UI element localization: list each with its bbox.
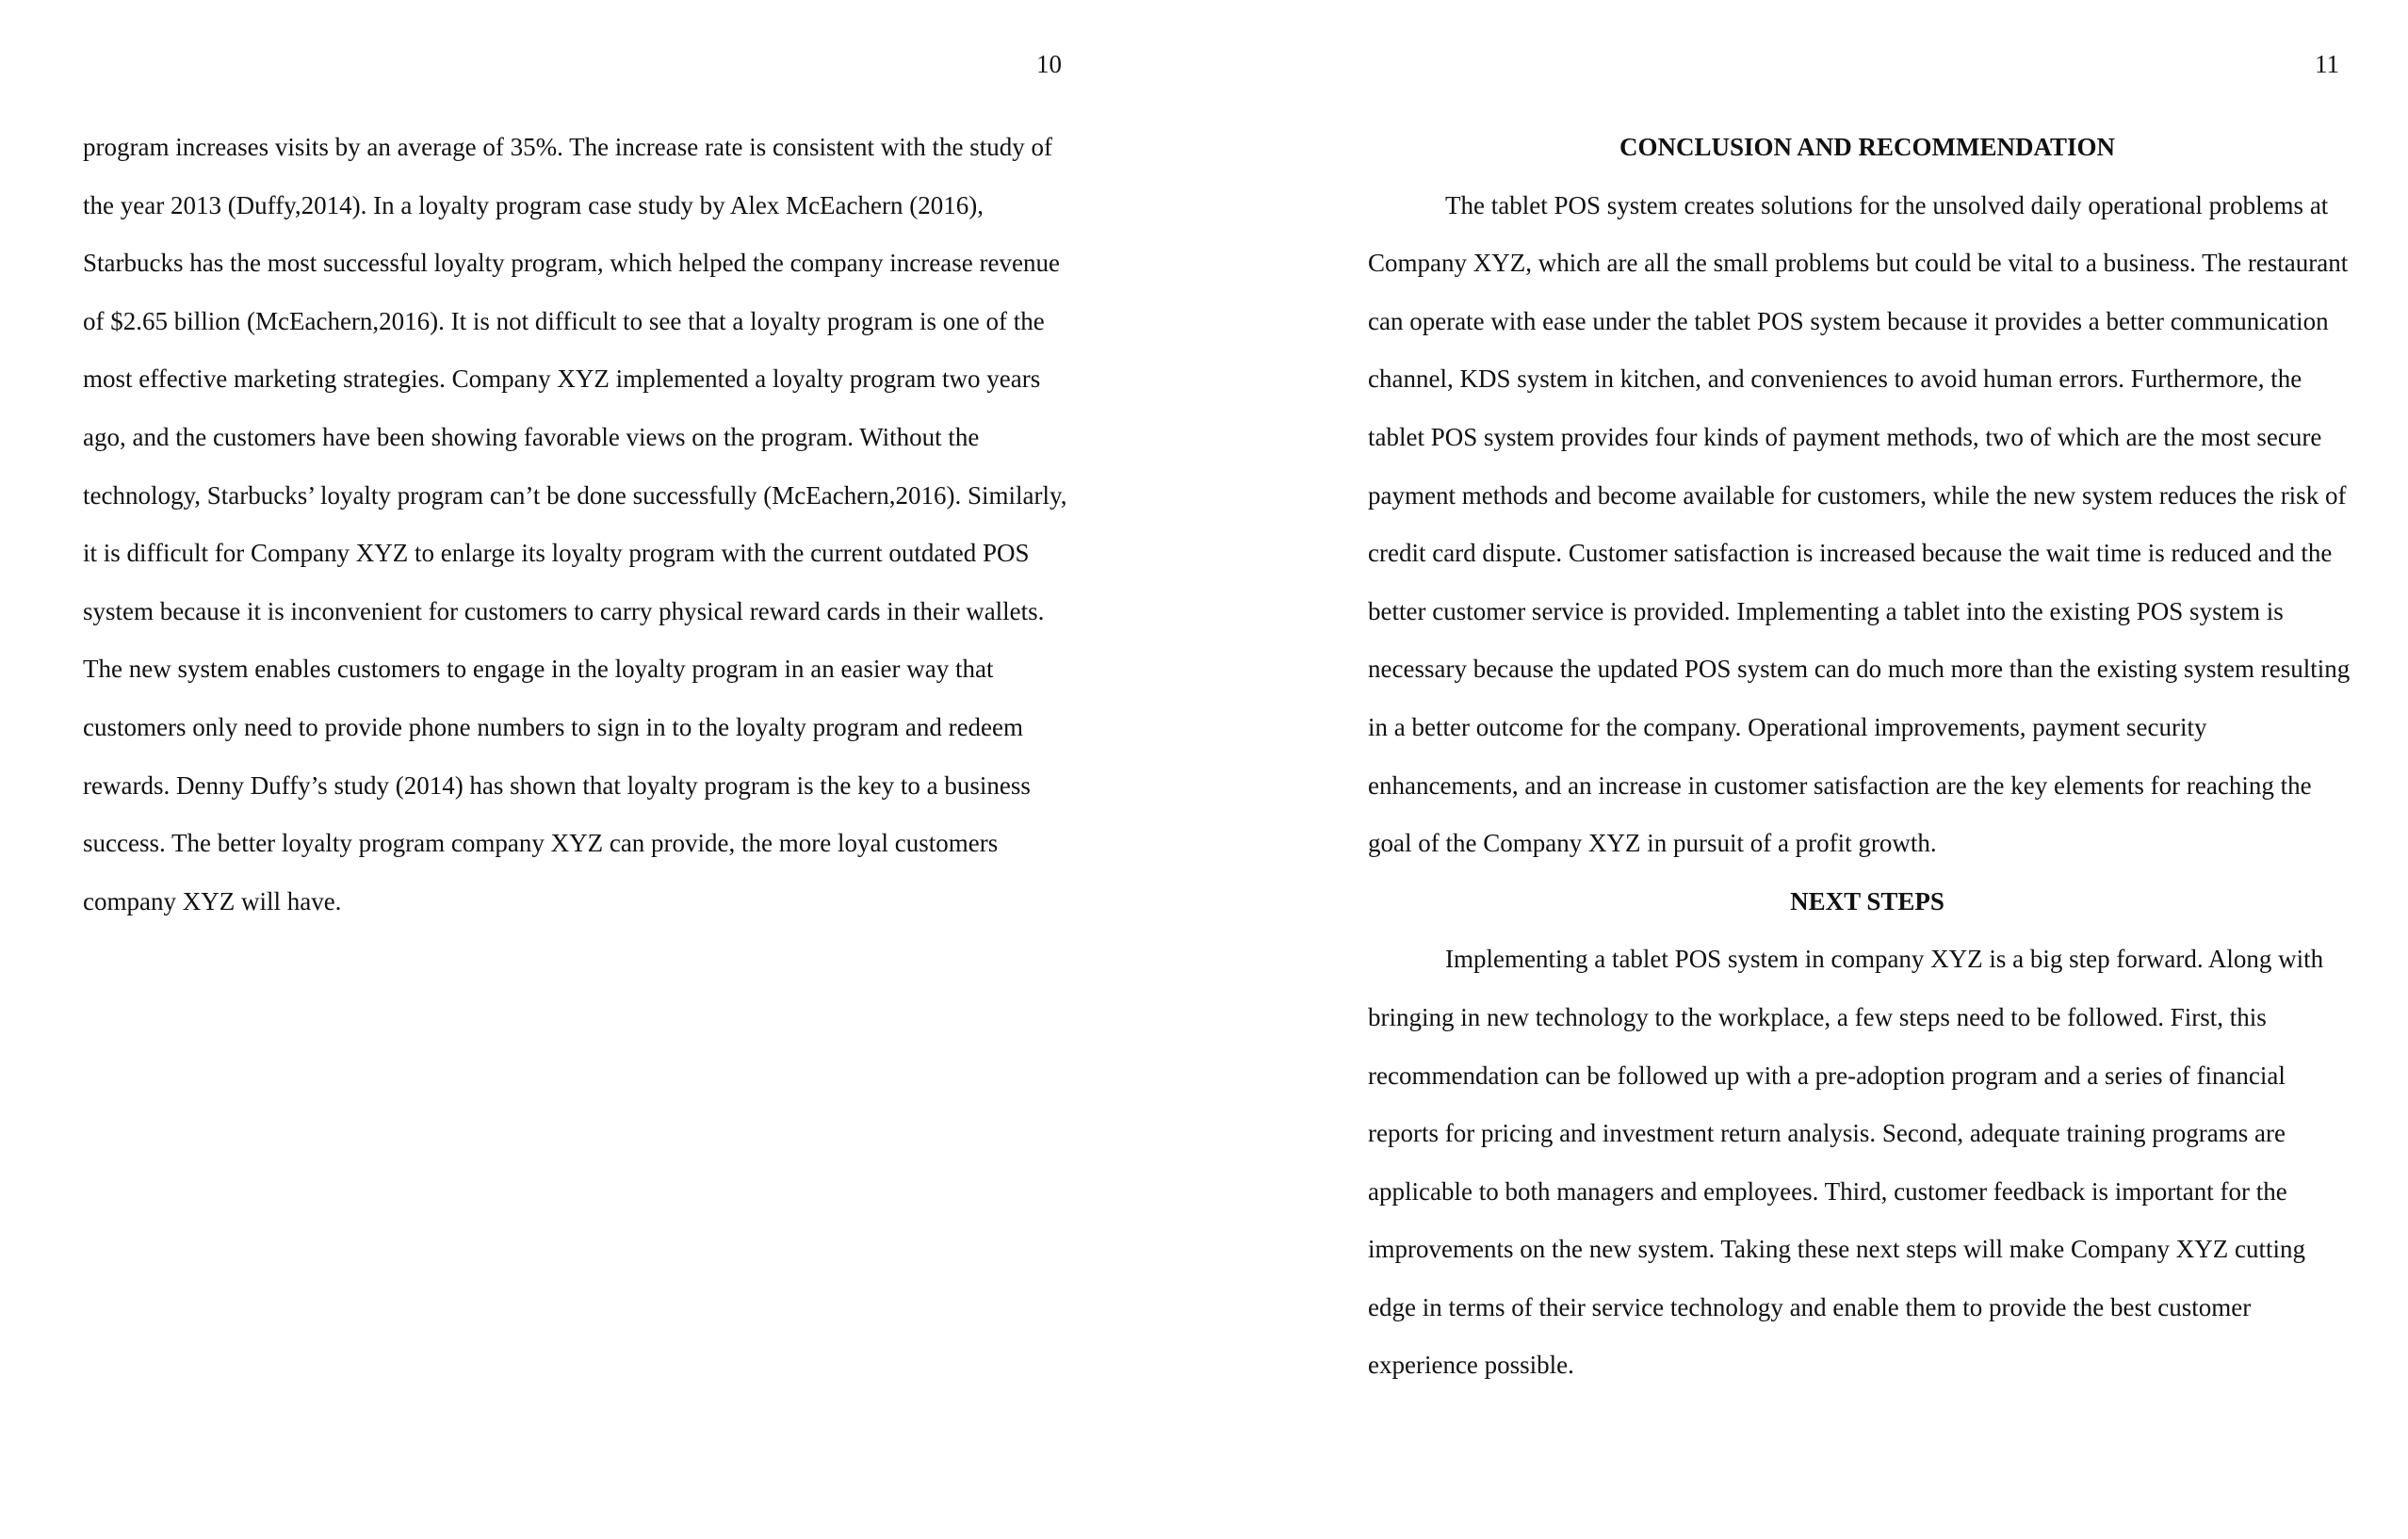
text-line: success. The better loyalty program company XYZ can provide, the more loyal customers xyxy=(83,829,999,858)
text-line: program increases visits by an average of 35%. The increase rate is consistent with the study of xyxy=(83,133,1052,161)
text-line: rewards. Denny Duffy’s study (2014) has shown that loyalty program is the key to a business xyxy=(83,770,1031,800)
text-line: recommendation can be followed up with a pre-adoption program and a series of financial xyxy=(1368,1061,2286,1090)
text-line: goal of the Company XYZ in pursuit of a profit growth. xyxy=(1368,829,1937,858)
text-line: credit card dispute. Customer satisfaction is increased because the wait time is reduced and the xyxy=(1368,539,2333,568)
text-line: most effective marketing strategies. Company XYZ implemented a loyalty program two years xyxy=(83,364,1041,394)
text-line: Implementing a tablet POS system in company XYZ is a big step forward. Along with xyxy=(1445,945,2324,974)
text-line: payment methods and become available for customers, while the new system reduces the risk of xyxy=(1368,480,2347,510)
page-number: 10 xyxy=(1036,50,1062,78)
text-line: enhancements, and an increase in customer satisfaction are the key elements for reaching the xyxy=(1368,770,2312,800)
text-line: channel, KDS system in kitchen, and conveniences to avoid human errors. Furthermore, the xyxy=(1368,364,2302,394)
page-right xyxy=(1204,0,2408,1539)
section-heading-conclusion: CONCLUSION AND RECOMMENDATION xyxy=(1619,133,2116,161)
text-line: The tablet POS system creates solutions for the unsolved daily operational problems at xyxy=(1445,190,2329,219)
text-line: Company XYZ, which are all the small problems but could be vital to a business. The restaurant xyxy=(1368,249,2349,278)
text-line: ago, and the customers have been showing favorable views on the program. Without the xyxy=(83,422,980,451)
text-line: in a better outcome for the company. Operational improvements, payment security xyxy=(1368,712,2207,741)
body-text xyxy=(83,119,1066,931)
text-line: The new system enables customers to engage in the loyalty program in an easier way that xyxy=(83,655,994,684)
body-text xyxy=(1368,119,2367,1395)
text-line: experience possible. xyxy=(1368,1351,1574,1380)
section-heading-next-steps: NEXT STEPS xyxy=(1790,886,1944,915)
text-line: necessary because the updated POS system can do much more than the existing system resulting xyxy=(1368,655,2351,684)
text-line: bringing in new technology to the workplace, a few steps need to be followed. First, this xyxy=(1368,1002,2267,1031)
text-line: technology, Starbucks’ loyalty program can’t be done successfully (McEachern,2016). Similarly, xyxy=(83,480,1067,510)
page-number: 11 xyxy=(2315,50,2339,78)
text-line: edge in terms of their service technology and enable them to provide the best customer xyxy=(1368,1292,2252,1321)
text-line: tablet POS system provides four kinds of payment methods, two of which are the most secure xyxy=(1368,422,2322,451)
text-line: Starbucks has the most successful loyalty program, which helped the company increase revenue xyxy=(83,249,1060,278)
text-line: system because it is inconvenient for customers to carry physical reward cards in their wallets. xyxy=(83,596,1045,625)
text-line: of $2.65 billion (McEachern,2016). It is not difficult to see that a loyalty program is one of the xyxy=(83,306,1045,335)
text-line: can operate with ease under the tablet POS system because it provides a better communication xyxy=(1368,306,2329,335)
text-line: improvements on the new system. Taking these next steps will make Company XYZ cutting xyxy=(1368,1235,2305,1264)
text-line: reports for pricing and investment return analysis. Second, adequate training programs are xyxy=(1368,1119,2286,1148)
text-line: customers only need to provide phone numbers to sign in to the loyalty program and redeem xyxy=(83,712,1024,741)
text-line: the year 2013 (Duffy,2014). In a loyalty program case study by Alex McEachern (2016), xyxy=(83,190,984,219)
text-line: it is difficult for Company XYZ to enlarge its loyalty program with the current outdated POS xyxy=(83,539,1030,568)
text-line: better customer service is provided. Implementing a tablet into the existing POS system is xyxy=(1368,596,2284,625)
text-line: applicable to both managers and employees. Third, customer feedback is important for the xyxy=(1368,1176,2287,1206)
text-line: company XYZ will have. xyxy=(83,886,342,915)
